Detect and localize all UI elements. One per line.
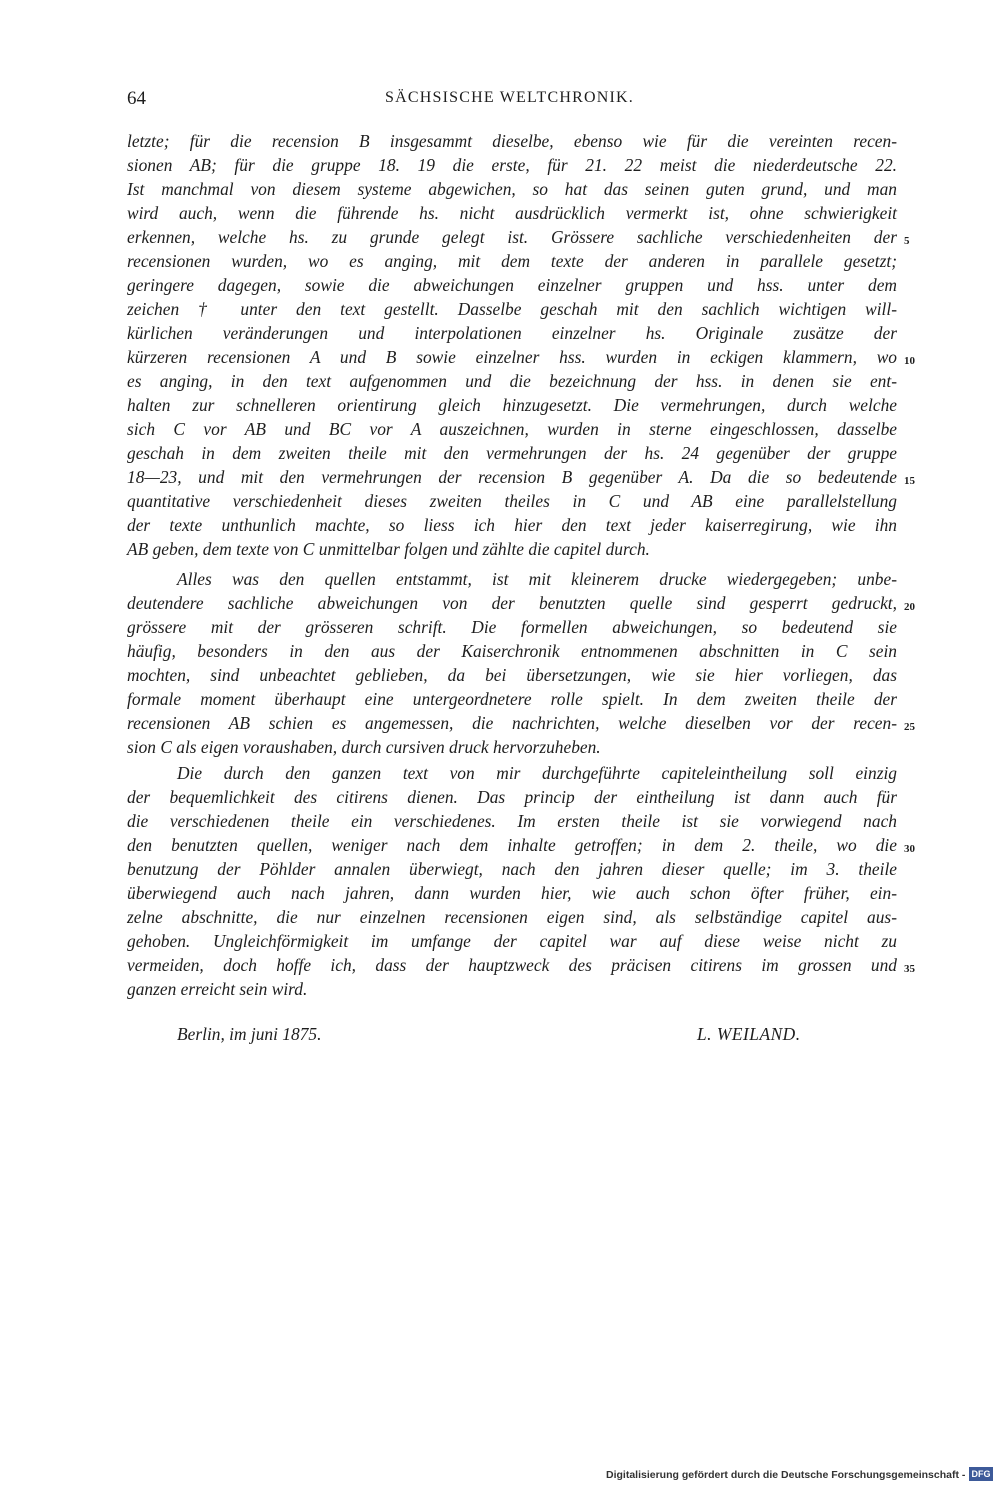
text-line: zelne abschnitte, die nur einzelnen recensionen eigen sind, als selbständige capitel aus- (127, 907, 897, 927)
signature-place-date: Berlin, im juni 1875. (177, 1024, 322, 1044)
text-line: Ist manchmal von diesem systeme abgewichen, so hat das seinen guten grund, und man (127, 179, 897, 199)
text-line: geschah in dem zweiten theile mit den vermehrungen der hs. 24 gegenüber der gruppe (127, 443, 897, 463)
page-number: 64 (127, 88, 146, 109)
footer-funding-note: Digitalisierung gefördert durch die Deutsche Forschungsgemeinschaft - (606, 1469, 966, 1481)
signature-name: L. WEILAND. (697, 1024, 801, 1044)
text-line: mochten, sind unbeachtet geblieben, da bei übersetzungen, wie sie hier vorliegen, das (127, 665, 897, 685)
line-number: 30 (904, 843, 915, 855)
line-number: 35 (904, 963, 915, 975)
text-line: kürlichen veränderungen und interpolationen einzelner hs. Originale zusätze der (127, 323, 897, 343)
running-head: SÄCHSISCHE WELTCHRONIK. (385, 89, 634, 106)
text-line: letzte; für die recension B insgesammt dieselbe, ebenso wie für die vereinten recen- (127, 131, 897, 151)
text-line: den benutzten quellen, weniger nach dem inhalte getroffen; in dem 2. theile, wo die (127, 835, 897, 855)
text-line: sich C vor AB und BC vor A auszeichnen, wurden in sterne eingeschlossen, dasselbe (127, 419, 897, 439)
text-line: AB geben, dem texte von C unmittelbar folgen und zählte die capitel durch. (127, 539, 650, 559)
dfg-logo: DFG (969, 1467, 993, 1481)
line-number: 10 (904, 355, 915, 367)
text-line: quantitative verschiedenheit dieses zweiten theiles in C und AB eine parallelstellung (127, 491, 897, 511)
text-line: wird auch, wenn die führende hs. nicht ausdrücklich vermerkt ist, ohne schwierigkeit (127, 203, 897, 223)
text-line: recensionen wurden, wo es anging, mit dem texte der anderen in parallele gesetzt; (127, 251, 897, 271)
text-line: vermeiden, doch hoffe ich, dass der hauptzweck des präcisen citirens im grossen und (127, 955, 897, 975)
text-line: Die durch den ganzen text von mir durchgeführte capiteleintheilung soll einzig (177, 763, 897, 783)
text-line: der texte unthunlich machte, so liess ich hier den text jeder kaiserregirung, wie ihn (127, 515, 897, 535)
line-number: 5 (904, 235, 910, 247)
text-line: halten zur schnelleren orientirung gleich hinzugesetzt. Die vermehrungen, durch welche (127, 395, 897, 415)
text-line: grössere mit der grösseren schrift. Die formellen abweichungen, so bedeutend sie (127, 617, 897, 637)
text-line: recensionen AB schien es angemessen, die nachrichten, welche dieselben vor der recen- (127, 713, 897, 733)
line-number: 25 (904, 721, 915, 733)
text-line: deutendere sachliche abweichungen von der benutzten quelle sind gesperrt gedruckt, (127, 593, 897, 613)
text-line: geringere dagegen, sowie die abweichungen einzelner gruppen und hss. unter dem (127, 275, 897, 295)
text-line: der bequemlichkeit des citirens dienen. Das princip der eintheilung ist dann auch für (127, 787, 897, 807)
text-line: überwiegend auch nach jahren, dann wurden hier, wie auch schon öfter früher, ein- (127, 883, 897, 903)
text-line: häufig, besonders in den aus der Kaiserchronik entnommenen abschnitten in C sein (127, 641, 897, 661)
text-line: benutzung der Pöhlder annalen überwiegt, nach den jahren dieser quelle; im 3. theile (127, 859, 897, 879)
text-line: zeichen † unter den text gestellt. Dasselbe geschah mit den sachlich wichtigen will- (127, 299, 897, 319)
text-line: gehoben. Ungleichförmigkeit im umfange der capitel war auf diese weise nicht zu (127, 931, 897, 951)
line-number: 15 (904, 475, 915, 487)
text-line: sion C als eigen voraushaben, durch cursiven druck hervorzuheben. (127, 737, 601, 757)
text-line: 18—23, und mit den vermehrungen der recension B gegenüber A. Da die so bedeutende (127, 467, 897, 487)
text-line: es anging, in den text aufgenommen und die bezeichnung der hss. in denen sie ent- (127, 371, 897, 391)
text-line: die verschiedenen theile ein verschiedenes. Im ersten theile ist sie vorwiegend nach (127, 811, 897, 831)
text-line: formale moment überhaupt eine untergeordnetere rolle spielt. In dem zweiten theile der (127, 689, 897, 709)
text-line: Alles was den quellen entstammt, ist mit kleinerem drucke wiedergegeben; unbe- (177, 569, 897, 589)
text-line: kürzeren recensionen A und B sowie einzelner hss. wurden in eckigen klammern, wo (127, 347, 897, 367)
text-line: ganzen erreicht sein wird. (127, 979, 308, 999)
text-line: sionen AB; für die gruppe 18. 19 die erste, für 21. 22 meist die niederdeutsche 22. (127, 155, 897, 175)
line-number: 20 (904, 601, 915, 613)
text-line: erkennen, welche hs. zu grunde gelegt ist. Grössere sachliche verschiedenheiten der (127, 227, 897, 247)
